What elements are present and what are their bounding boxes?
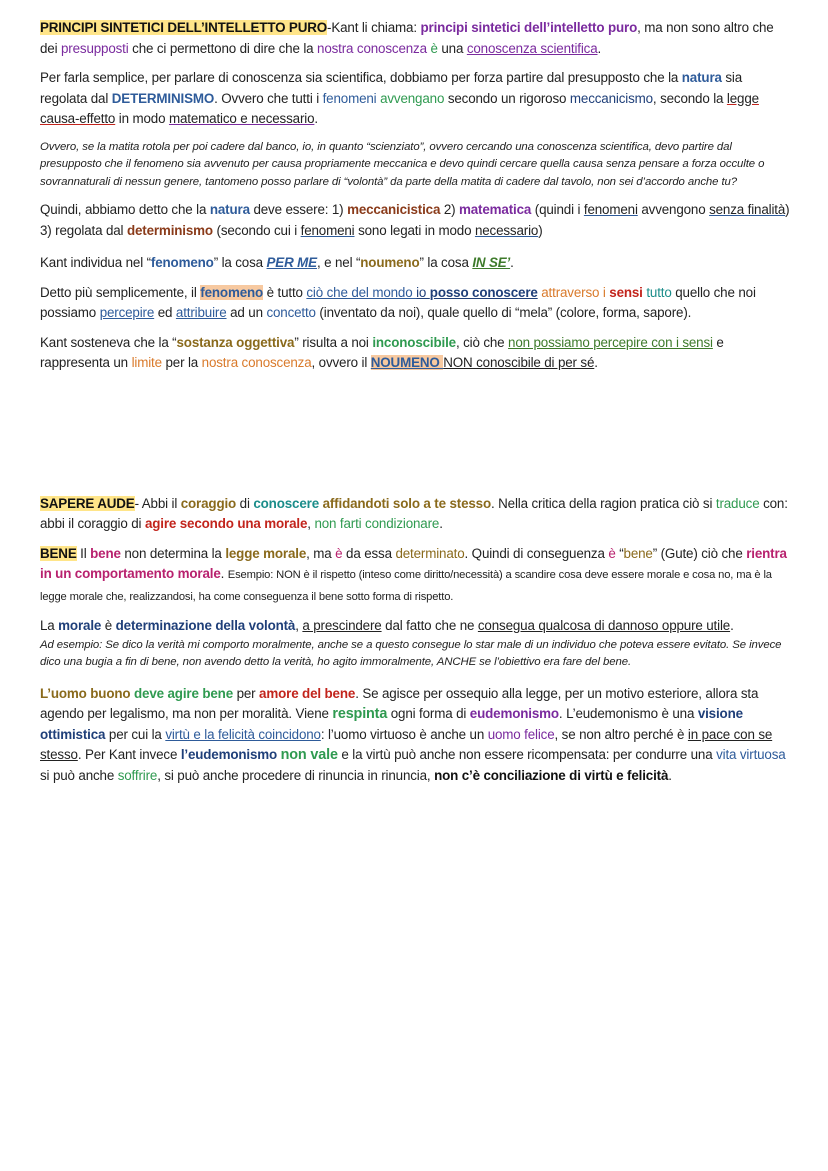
paragraph-uomo-buono: L’uomo buono deve agire bene per amore del bene. Se agisce per ossequio alla legge, per un motivo esteriore, allora sta agendo per legalismo, ma non per moralità. Viene respinta ogni forma di eudemonismo. L’eudemonismo è una visione ottimistica per cui la virtù e la felicità coincidono: l’uomo virtuoso è anche un uomo felice, se non altro perché è in pace con se stesso. Per Kant invece l’eudemonismo non vale e la virtù può anche non essere ricompensata: per condurre una vita virtuosa si può anche soffrire, si può anche procedere di rinuncia in rinuncia, non c’è conciliazione di virtù e felicità. bbox=[40, 685, 786, 783]
spacer bbox=[40, 374, 790, 494]
paragraph-bene: BENE Il bene non determina la legge morale, ma è da essa determinato. Quindi di conseguenza è “bene” (Gute) ciò che rientra in un comportamento morale. Esempio: NON è il rispetto (inteso come diritto/necessità) a scandire cosa deve essere morale e cosa no, ma è la legge morale che, realizzandosi, ha come conseguenza il bene sotto forma di rispetto. bbox=[40, 545, 787, 603]
paragraph-fenomeno-noumeno: Kant individua nel “fenomeno” la cosa PER ME, e nel “noumeno” la cosa IN SE’. bbox=[40, 255, 514, 270]
paragraph-fenomeno: Detto più semplicemente, il fenomeno è tutto ciò che del mondo io posso conoscere attraverso i sensi tutto quello che noi possiamo percepire ed attribuire ad un concetto (inventato da noi), quale quello di “mela” (colore, forma, sapore). bbox=[40, 284, 756, 320]
paragraph-sostanza: Kant sosteneva che la “sostanza oggettiva” risulta a noi inconoscibile, ciò che non possiamo percepire con i sensi e rappresenta un limite per la nostra conoscenza, ovvero il NOUMENO NON conoscibile di per sé. bbox=[40, 334, 724, 370]
paragraph-natura: Quindi, abbiamo detto che la natura deve essere: 1) meccanicistica 2) matematica (quindi i fenomeni avvengono senza finalità) 3) regolata dal determinismo (secondo cui i fenomeni sono legati in modo necessario) bbox=[40, 202, 790, 238]
paragraph-sapere-aude: SAPERE AUDE- Abbi il coraggio di conoscere affidandoti solo a te stesso. Nella critica della ragion pratica ciò si traduce con: abbi il coraggio di agire secondo una morale, non farti condizionare. bbox=[40, 495, 788, 531]
heading-bene: BENE bbox=[40, 545, 77, 561]
paragraph-principi: PRINCIPI SINTETICI DELL’INTELLETTO PURO-Kant li chiama: principi sintetici dell’intelletto puro, ma non sono altro che dei presupposti che ci permettono di dire che la nostra conoscenza è una conoscenza scientifica. bbox=[40, 20, 774, 56]
paragraph-morale: La morale è determinazione della volontà, a prescindere dal fatto che ne consegua qualcosa di dannoso oppure utile. bbox=[40, 618, 734, 633]
document-page bbox=[40, 18, 790, 786]
example-verita: Ad esempio: Se dico la verità mi comporto moralmente, anche se a questo consegue lo star male di un individuo che poteva essere evitato. Se invece dico una bugia a fin di bene, non avendo detto la verità, ho agito immoralmente, ANCHE se l’obiettivo era fare del bene. bbox=[40, 638, 782, 668]
paragraph-determinismo: Per farla semplice, per parlare di conoscenza sia scientifica, dobbiamo per forza partire dal presupposto che la natura sia regolata dal DETERMINISMO. Ovvero che tutti i fenomeni avvengano secondo un rigoroso meccanicismo, secondo la legge causa-effetto in modo matematico e necessario. bbox=[40, 70, 759, 126]
heading-sapere-aude: SAPERE AUDE bbox=[40, 495, 135, 511]
heading-principi: PRINCIPI SINTETICI DELL’INTELLETTO PURO bbox=[40, 20, 328, 35]
example-matita: Ovvero, se la matita rotola per poi cadere dal banco, io, in quanto “scienziato”, ovvero cercando una conoscenza scientifica, devo partire dal presupposto che il fenomeno sia avvenuto per causa propriamente meccanica e devo quindi cercare quella causa senza pensare a forza occulte o sovrannaturali di nessun genere, tantomeno posso parlare di “volontà” da parte della matita di cadere dal tavolo, non sei d’accordo anche tu? bbox=[40, 140, 765, 188]
